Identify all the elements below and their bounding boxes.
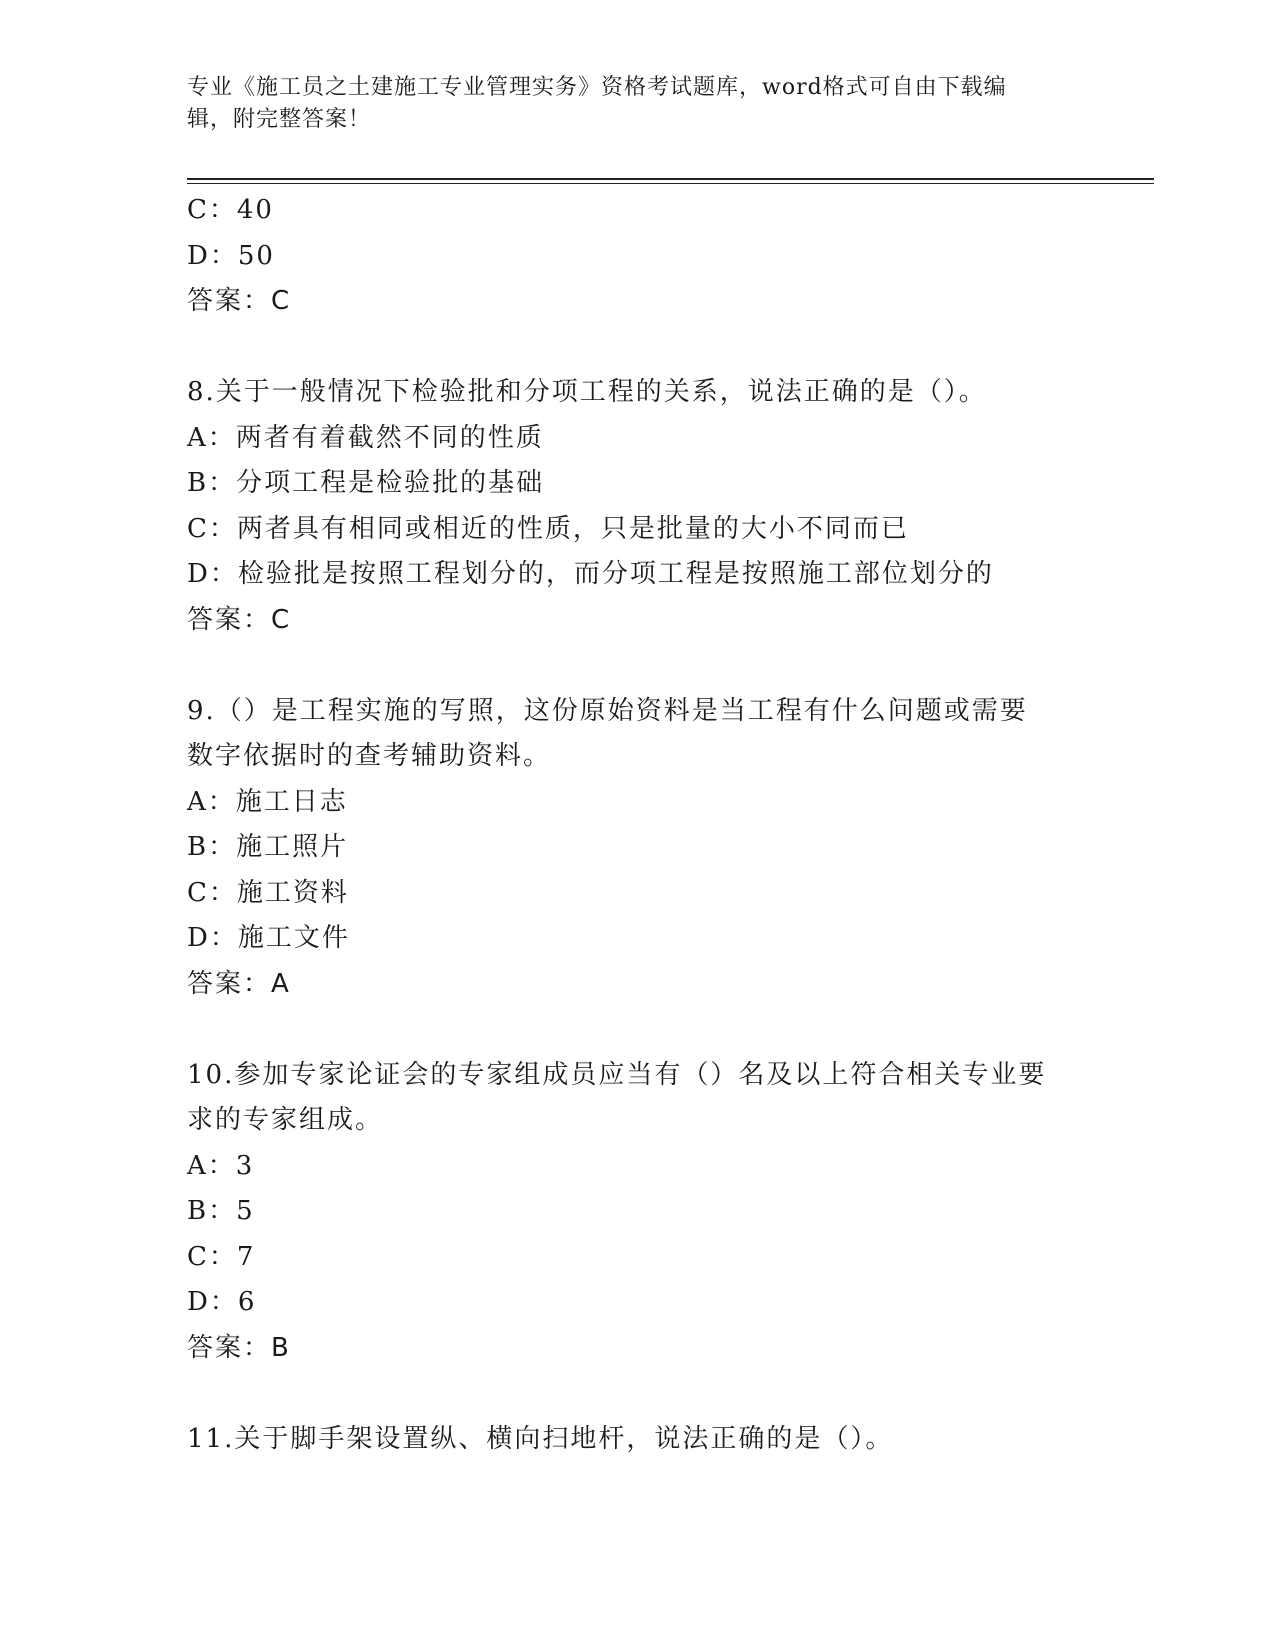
option-d: D：施工文件 xyxy=(187,923,350,953)
option-a: A：两者有着截然不同的性质 xyxy=(187,422,544,453)
header-rule-thin xyxy=(187,183,1154,184)
question-9 xyxy=(187,689,1087,1008)
question-8 xyxy=(187,370,1087,643)
header-line-2: 辑，附完整答案！ xyxy=(187,107,372,132)
question-text-line-2: 数字依据时的查考辅助资料。 xyxy=(187,741,552,771)
option-c: C：7 xyxy=(187,1241,256,1272)
answer: 答案：A xyxy=(187,968,291,999)
answer: 答案：C xyxy=(187,604,292,635)
option-d: D：6 xyxy=(187,1287,257,1317)
header-line-1: 专业《施工员之土建施工专业管理实务》资格考试题库，word格式可自由下载编 xyxy=(187,75,1007,100)
question-11 xyxy=(187,1417,1087,1463)
option-b: B：5 xyxy=(187,1196,255,1226)
header-rule-thick xyxy=(187,178,1154,180)
option-d: D：50 xyxy=(187,240,275,271)
option-c: C：40 xyxy=(187,195,274,225)
question-list xyxy=(187,188,1087,1462)
option-c: C：施工资料 xyxy=(187,877,349,908)
option-a: A：3 xyxy=(187,1150,255,1181)
question-10 xyxy=(187,1053,1087,1372)
question-text-line-2: 求的专家组成。 xyxy=(187,1105,384,1135)
question-text-line-1: 10.参加专家论证会的专家组成员应当有（）名及以上符合相关专业要 xyxy=(187,1059,1047,1090)
answer: 答案：B xyxy=(187,1332,291,1363)
document-header xyxy=(187,72,1087,136)
question-text: 8.关于一般情况下检验批和分项工程的关系，说法正确的是（）。 xyxy=(187,377,987,407)
option-b: B：分项工程是检验批的基础 xyxy=(187,468,545,498)
answer: 答案：C xyxy=(187,286,292,316)
question-text: 11.关于脚手架设置纵、横向扫地杆，说法正确的是（）。 xyxy=(187,1423,894,1454)
question-text-line-1: 9.（）是工程实施的写照，这份原始资料是当工程有什么问题或需要 xyxy=(187,695,1028,726)
question-7-tail xyxy=(187,188,1087,325)
option-a: A：施工日志 xyxy=(187,786,348,817)
option-c: C：两者具有相同或相近的性质，只是批量的大小不同而已 xyxy=(187,513,909,544)
option-d: D：检验批是按照工程划分的，而分项工程是按照施工部位划分的 xyxy=(187,559,994,589)
option-b: B：施工照片 xyxy=(187,832,349,862)
